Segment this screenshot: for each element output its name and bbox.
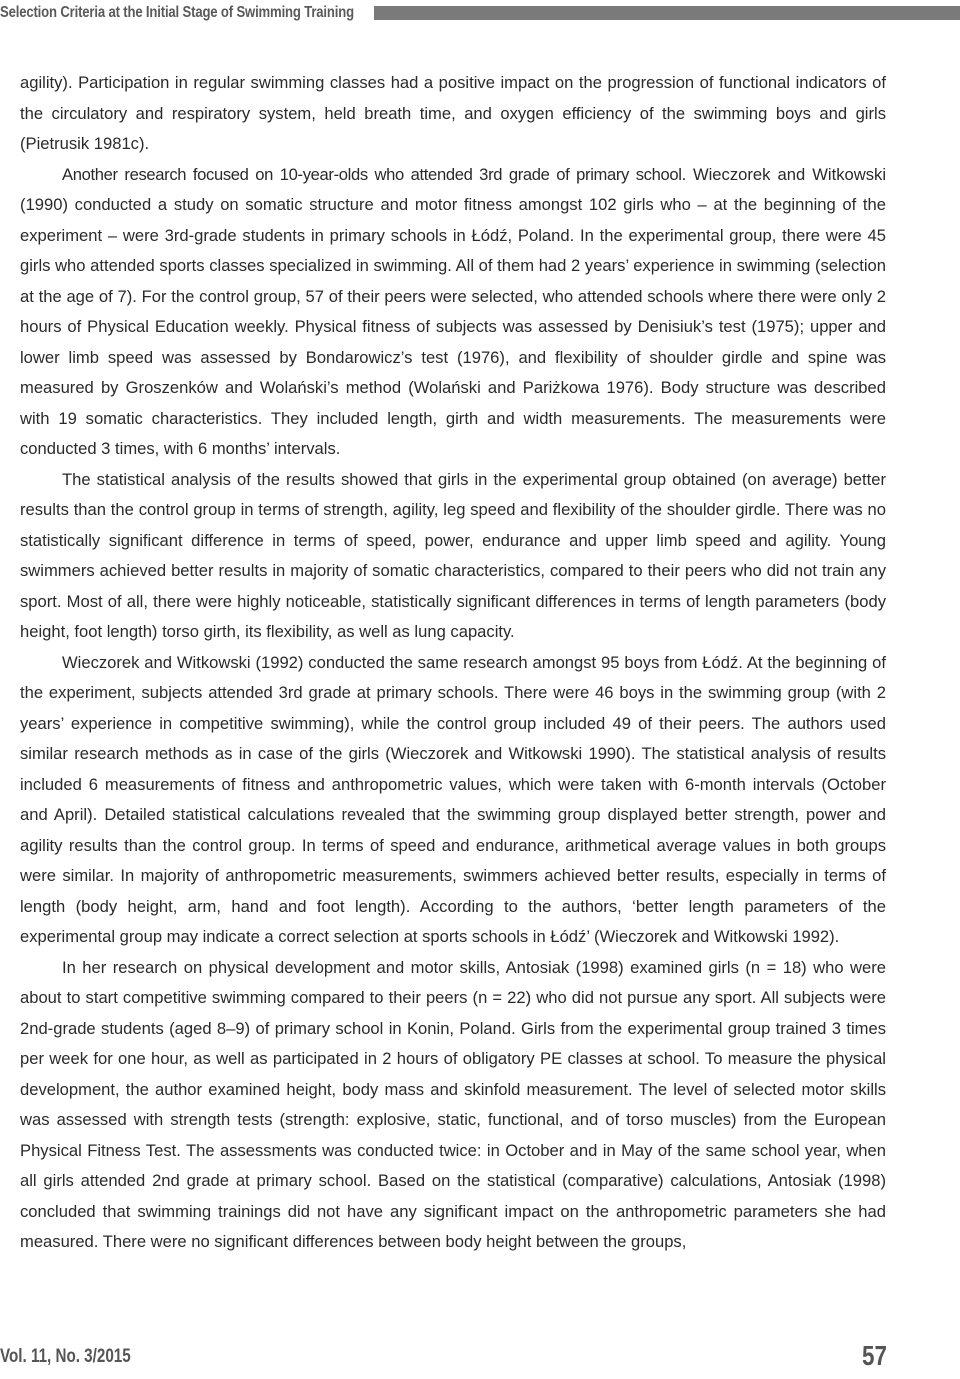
page-number: 57 — [862, 1340, 887, 1371]
journal-volume: Vol. 11, No. 3/2015 — [0, 1346, 131, 1367]
paragraph-5: In her research on physical development and motor skills, Antosiak (1998) examined girls (n = 18) who were about to start competitive swimming compared to their peers (n = 22) who did not pursue any sport. All subjects were 2nd-grade students (aged 8–9) of primary school in Konin, Poland. Girls from the experimental group trained 3 times per week for one hour, as well as participated in 2 hours of obligatory PE classes at school. To measure the physical development, the author examined height, body mass and skinfold measurement. The level of selected motor skills was assessed with strength tests (strength: explosive, static, functional, and of torso muscles) from the European Physical Fitness Test. The assessments was conducted twice: in October and in May of the same school year, when all girls attended 2nd grade at primary school. Based on the statistical (comparative) calculations, Antosiak (1998) concluded that swimming trainings did not have any significant impact on the anthropometric parameters she had measured. There were no significant differences between body height between the groups, — [20, 957, 886, 1251]
page-header — [0, 0, 960, 34]
paragraph-2 — [20, 160, 886, 465]
article-body — [20, 68, 886, 1258]
header-rule-bar — [374, 6, 960, 20]
paragraph-3: The statistical analysis of the results showed that girls in the experimental group obtained (on average) better results than the control group in terms of strength, agility, leg speed and flexibility of the shoulder girdle. There was no statistically significant difference in terms of speed, power, endurance and upper limb speed and agility. Young swimmers achieved better results in majority of somatic characteristics, compared to their peers who did not train any sport. Most of all, there were highly noticeable, statistically significant differences in terms of length parameters (body height, foot length) torso girth, its flexibility, as well as lung capacity. — [20, 469, 886, 641]
paragraph-4: Wieczorek and Witkowski (1992) conducted the same research amongst 95 boys from Łódź. At the beginning of the experiment, subjects attended 3rd grade at primary schools. There were 46 boys in the swimming group (with 2 years’ experience in competitive swimming), while the control group included 49 of their peers. The authors used similar research methods as in case of the girls (Wieczorek and Witkowski 1990). The statistical analysis of results included 6 measurements of fitness and anthropometric values, which were taken with 6-month intervals (October and April). Detailed statistical calculations revealed that the swimming group displayed better strength, power and agility results than the control group. In terms of speed and endurance, arithmetical average values in both groups were similar. In majority of anthropometric measurements, swimmers achieved better results, especially in terms of length (body height, arm, hand and foot length). According to the authors, ‘better length parameters of the experimental group may indicate a correct selection at sports schools in Łódź’ (Wieczorek and Witkowski 1992). — [20, 652, 886, 946]
paragraph-2-body: Wieczorek and Witkowski (1990) conducted a study on somatic structure and motor fitness amongst 102 girls who – at the beginning of the experiment – were 3rd-grade students in primary schools in Łódź, Poland. In the experimental group, there were 45 girls who attended sports classes specialized in swimming. All of them had 2 years’ experience in swimming (selection at the age of 7). For the control group, 57 of their peers were selected, who attended schools where there were only 2 hours of Physical Education weekly. Physical fitness of subjects was assessed by Denisiuk’s test (1975); upper and lower limb speed was assessed by Bondarowicz’s test (1976), and flexibility of shoulder girdle and spine was measured by Groszenków and Wolański’s method (Wolański and Pariżkowa 1976). Body structure was described with 19 somatic characteristics. They included length, girth and width measurements. The measurements were conducted 3 times, with 6 months’ intervals. — [20, 164, 887, 458]
paragraph-1: agility). Participation in regular swimming classes had a positive impact on the progression of functional indicators of the circulatory and respiratory system, held breath time, and oxygen efficiency of the swimming boys and girls (Pietrusik 1981c). — [20, 73, 886, 153]
running-title: Selection Criteria at the Initial Stage of Swimming Training — [0, 4, 354, 21]
paragraph-2-lead-sentence: Another research focused on 10-year-olds who attended 3rd grade of primary school. — [62, 164, 686, 184]
